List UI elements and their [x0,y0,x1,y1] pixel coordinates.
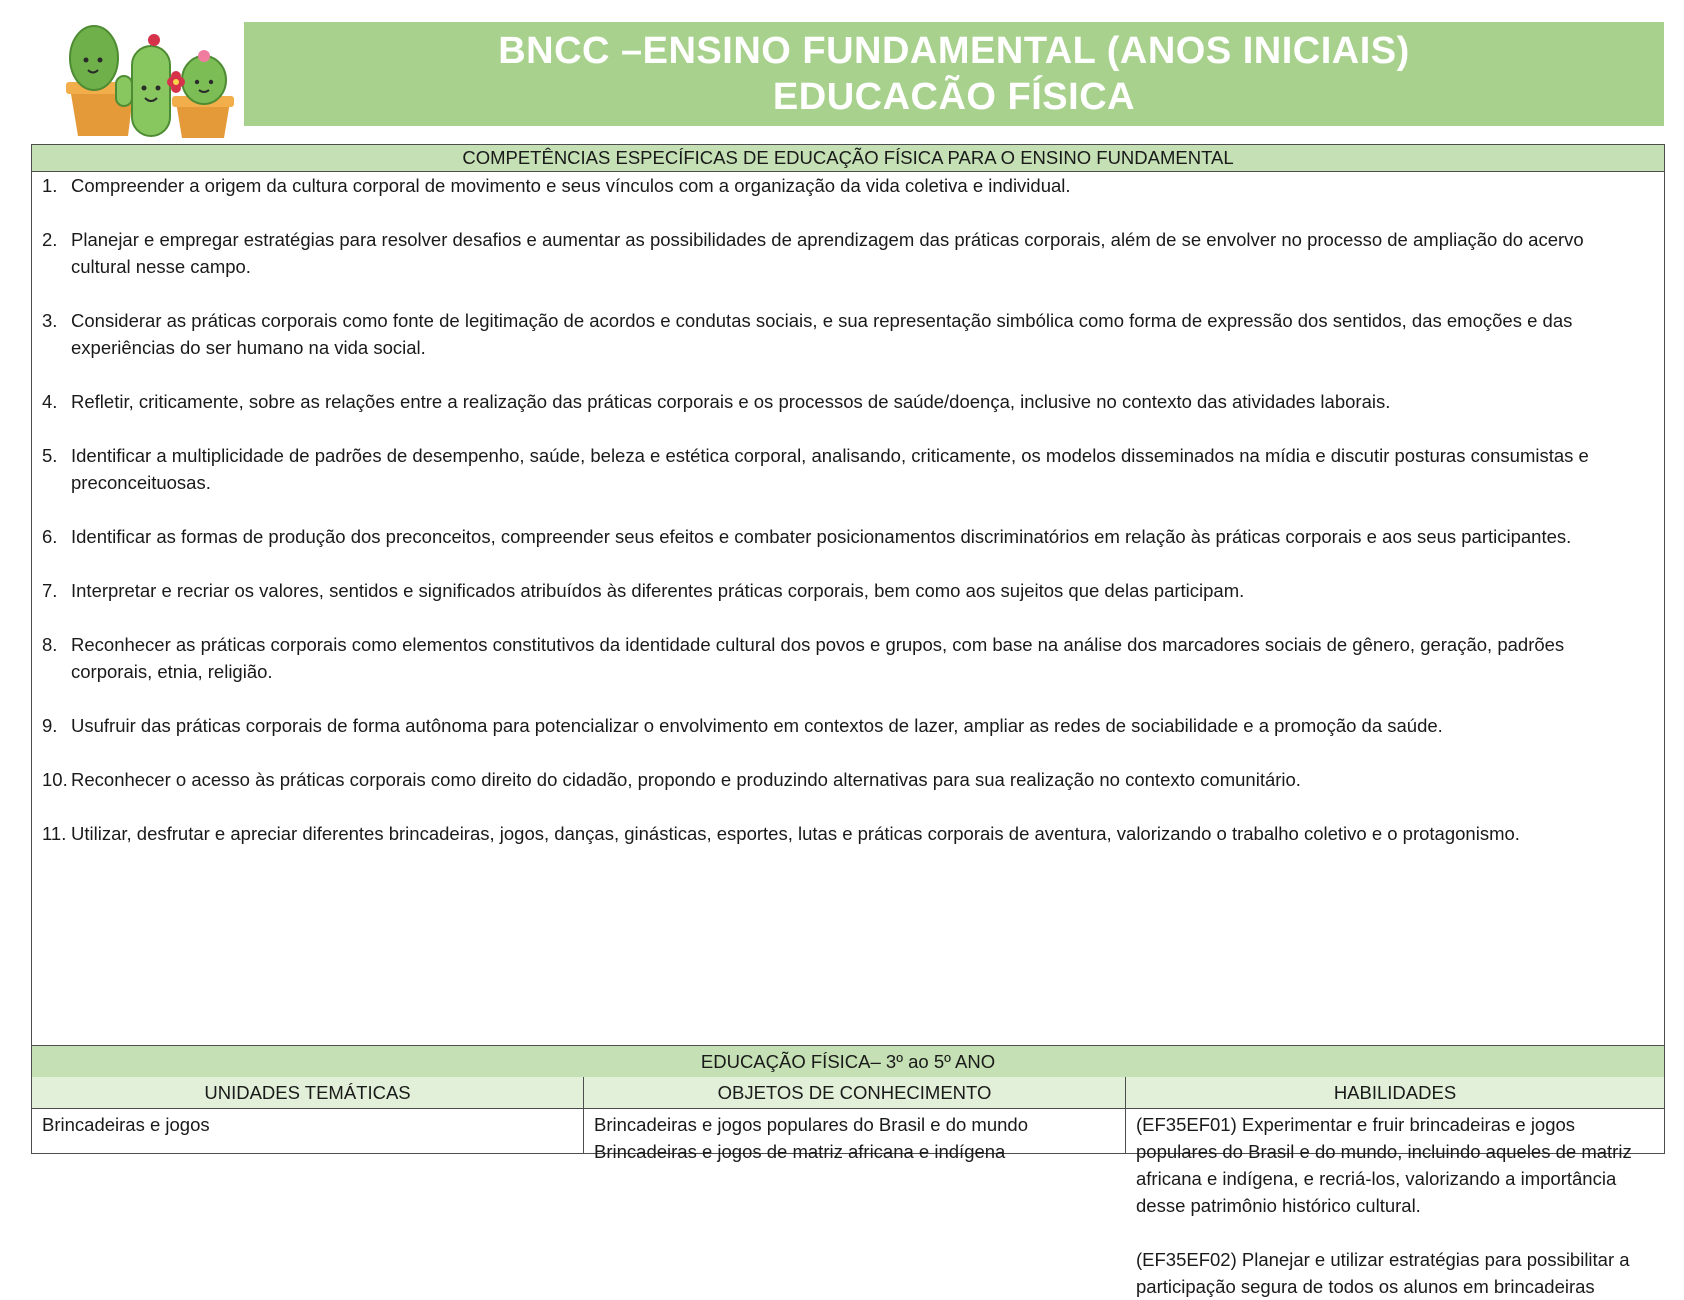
item-number: 5. [42,445,58,466]
competencias-list [32,172,1664,1044]
list-item [32,631,1664,685]
item-number: 9. [42,715,58,736]
column-header-unidades: UNIDADES TEMÁTICAS [32,1077,584,1108]
item-text: Identificar as formas de produção dos preconceitos, compreender seus efeitos e combater posicionamentos discriminatórios em relação às práticas corporais e aos seus participantes. [71,526,1572,547]
item-number: 1. [42,175,58,196]
item-number: 8. [42,634,58,655]
list-item [32,388,1664,415]
list-item [32,820,1664,847]
item-number: 2. [42,229,58,250]
title-banner [244,22,1664,126]
title-line-1: BNCC –ENSINO FUNDAMENTAL (ANOS INICIAIS) [498,30,1410,72]
cell-unidade: Brincadeiras e jogos [32,1109,584,1153]
list-item [32,712,1664,739]
item-text: Planejar e empregar estratégias para resolver desafios e aumentar as possibilidades de aprendizagem das práticas corporais, além de se envolver no processo de ampliação do acervo cultural nesse campo. [71,229,1584,277]
competencias-heading: COMPETÊNCIAS ESPECÍFICAS DE EDUCAÇÃO FÍSICA PARA O ENSINO FUNDAMENTAL [32,145,1664,172]
item-text: Utilizar, desfrutar e apreciar diferentes brincadeiras, jogos, danças, ginásticas, esportes, lutas e práticas corporais de aventura, valorizando o trabalho coletivo e o protagonismo. [71,823,1520,844]
list-item [32,523,1664,550]
quadro-heading: EDUCAÇÃO FÍSICA– 3º ao 5º ANO [32,1045,1664,1078]
habilidade-text: (EF35EF02) Planejar e utilizar estratégias para possibilitar a participação segura de todos os alunos em brincadeiras [1136,1249,1630,1297]
table-row [32,1109,1664,1297]
table-header-row [32,1077,1664,1109]
cell-objetos [584,1109,1126,1162]
list-item [32,766,1664,793]
item-text: Usufruir das práticas corporais de forma autônoma para potencializar o envolvimento em contextos de lazer, ampliar as redes de sociabilidade e a promoção da saúde. [71,715,1443,736]
objeto-line: Brincadeiras e jogos de matriz africana e indígena [594,1141,1006,1162]
item-number: 10. [42,769,68,790]
column-header-objetos: OBJETOS DE CONHECIMENTO [584,1077,1126,1108]
item-text: Identificar a multiplicidade de padrões de desempenho, saúde, beleza e estética corporal, analisando, criticamente, os modelos disseminados na mídia e discutir posturas consumistas e preconceituosas. [71,445,1589,493]
bncc-table [31,144,1665,1297]
list-item [32,577,1664,604]
cactus-pots-icon [64,18,240,140]
item-text: Considerar as práticas corporais como fonte de legitimação de acordos e condutas sociais, e sua representação simbólica como forma de expressão dos sentidos, das emoções e das experiências do ser humano na vida social. [71,310,1573,358]
item-number: 6. [42,526,58,547]
list-item [32,307,1664,361]
item-text: Reconhecer o acesso às práticas corporais como direito do cidadão, propondo e produzindo alternativas para sua realização no contexto comunitário. [71,769,1301,790]
item-text: Interpretar e recriar os valores, sentidos e significados atribuídos às diferentes práticas corporais, bem como aos sujeitos que delas participam. [71,580,1245,601]
list-item [32,226,1664,280]
title-line-2: EDUCACÃO FÍSICA [772,76,1136,118]
list-item [32,442,1664,496]
item-number: 7. [42,580,58,601]
item-number: 4. [42,391,58,412]
list-item [32,172,1664,199]
item-number: 3. [42,310,58,331]
objeto-line: Brincadeiras e jogos populares do Brasil e do mundo [594,1114,1028,1135]
item-number: 11. [42,823,67,844]
column-header-habilidades: HABILIDADES [1126,1077,1664,1108]
item-text: Reconhecer as práticas corporais como elementos constitutivos da identidade cultural dos povos e grupos, com base na análise dos marcadores sociais de gênero, geração, padrões corporais, etnia, religião. [71,634,1565,682]
item-text: Compreender a origem da cultura corporal de movimento e seus vínculos com a organização da vida coletiva e individual. [71,175,1071,196]
cell-habilidades [1126,1109,1664,1297]
item-text: Refletir, criticamente, sobre as relações entre a realização das práticas corporais e os processos de saúde/doença, inclusive no contexto das atividades laborais. [71,391,1391,412]
habilidade-text: (EF35EF01) Experimentar e fruir brincadeiras e jogos populares do Brasil e do mundo, incluindo aqueles de matriz africana e indígena, e recriá-los, valorizando a importância desse patrimônio histórico cultural. [1136,1114,1632,1216]
